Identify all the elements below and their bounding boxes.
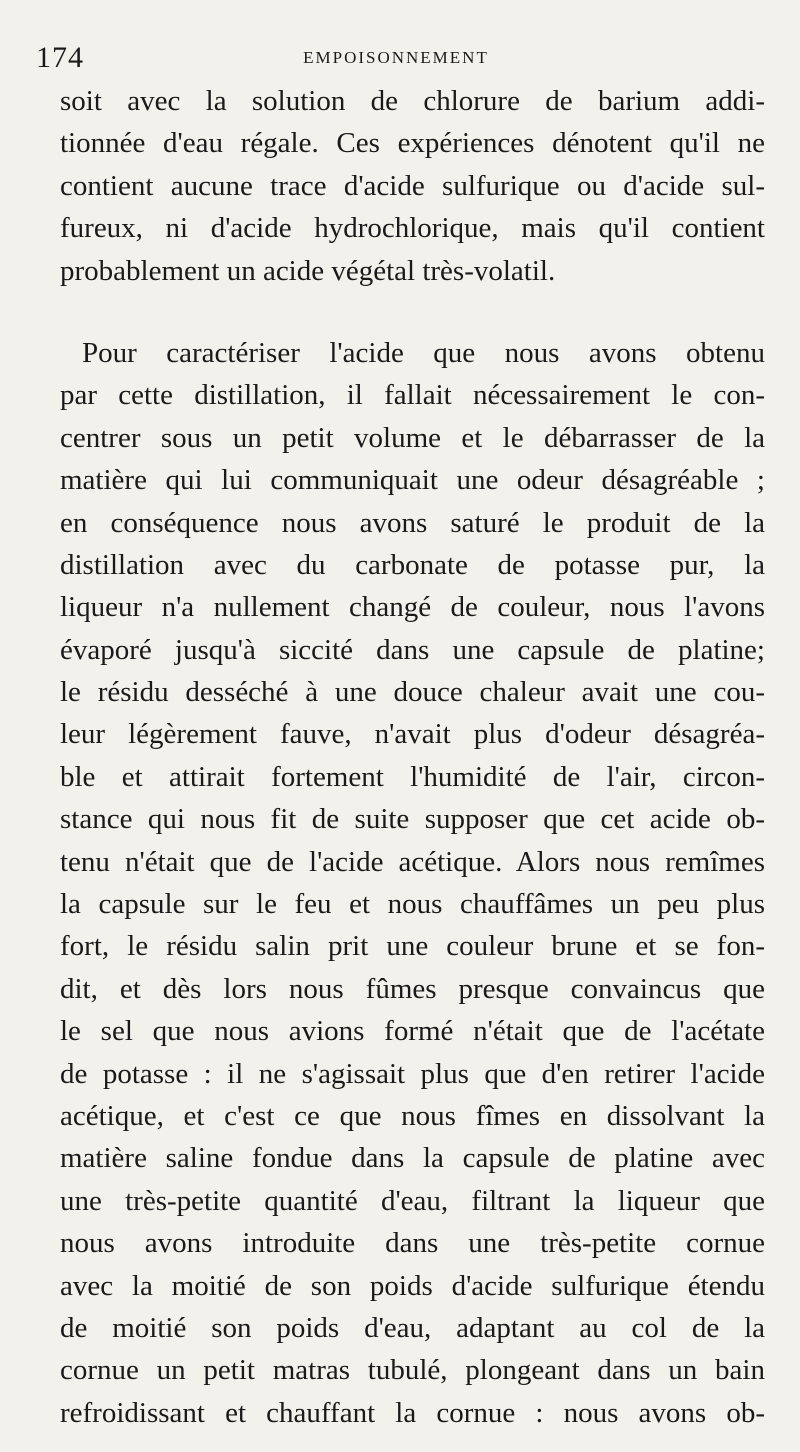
paragraph-1 (60, 80, 765, 292)
text-line: refroidissant et chauffant la cornue : nous avons ob- (60, 1396, 765, 1429)
text-line: liqueur n'a nullement changé de couleur, nous l'avons (60, 591, 765, 624)
text-line: fureux, ni d'acide hydrochlorique, mais qu'il contient (60, 212, 765, 245)
running-title: EMPOISONNEMENT (303, 48, 489, 67)
page-number: 174 (36, 41, 84, 74)
text-line: stance qui nous fit de suite supposer que cet acide ob- (60, 803, 765, 836)
text-line: la capsule sur le feu et nous chauffâmes un peu plus (60, 888, 765, 921)
text-line: dit, et dès lors nous fûmes presque convaincus que (60, 972, 765, 1005)
text-line: distillation avec du carbonate de potasse pur, la (60, 548, 765, 581)
text-line: en conséquence nous avons saturé le produit de la (60, 506, 765, 539)
text-line: ble et attirait fortement l'humidité de l'air, circon- (60, 760, 765, 793)
text-line: nous avons introduite dans une très-petite cornue (60, 1227, 765, 1260)
text-line: une très-petite quantité d'eau, filtrant la liqueur que (60, 1184, 765, 1217)
text-line: le sel que nous avions formé n'était que de l'acétate (60, 1015, 765, 1048)
text-line: de moitié son poids d'eau, adaptant au col de la (60, 1311, 765, 1344)
text-line: tenu n'était que de l'acide acétique. Alors nous remîmes (60, 845, 765, 878)
text-line: avec la moitié de son poids d'acide sulfurique étendu (60, 1269, 765, 1302)
text-line: acétique, et c'est ce que nous fîmes en dissolvant la (60, 1099, 765, 1132)
text-line: Pour caractériser l'acide que nous avons obtenu (82, 336, 765, 369)
text-line: centrer sous un petit volume et le débarrasser de la (60, 421, 765, 454)
page-header (36, 38, 776, 78)
text-line: leur légèrement fauve, n'avait plus d'odeur désagréa- (60, 718, 765, 751)
text-line: probablement un acide végétal très-volatil. (60, 254, 556, 287)
text-line: contient aucune trace d'acide sulfurique ou d'acide sul- (60, 169, 765, 202)
text-line: cornue un petit matras tubulé, plongeant dans un bain (60, 1354, 765, 1387)
text-line: soit avec la solution de chlorure de barium addi- (60, 85, 765, 117)
text-line: évaporé jusqu'à siccité dans une capsule de platine; (60, 633, 765, 666)
text-line: matière qui lui communiquait une odeur désagréable ; (60, 464, 765, 497)
text-line: de potasse : il ne s'agissait plus que d'en retirer l'acide (60, 1057, 765, 1090)
paragraph-gap (60, 292, 765, 332)
text-line: le résidu desséché à une douce chaleur avait une cou- (60, 676, 765, 709)
text-line: matière saline fondue dans la capsule de platine avec (60, 1142, 765, 1175)
text-line: fort, le résidu salin prit une couleur brune et se fon- (60, 930, 765, 963)
paragraph-2 (60, 332, 765, 1434)
body-text (60, 80, 765, 1434)
text-line: tionnée d'eau régale. Ces expériences dénotent qu'il ne (60, 127, 765, 160)
text-line: par cette distillation, il fallait nécessairement le con- (60, 379, 765, 412)
